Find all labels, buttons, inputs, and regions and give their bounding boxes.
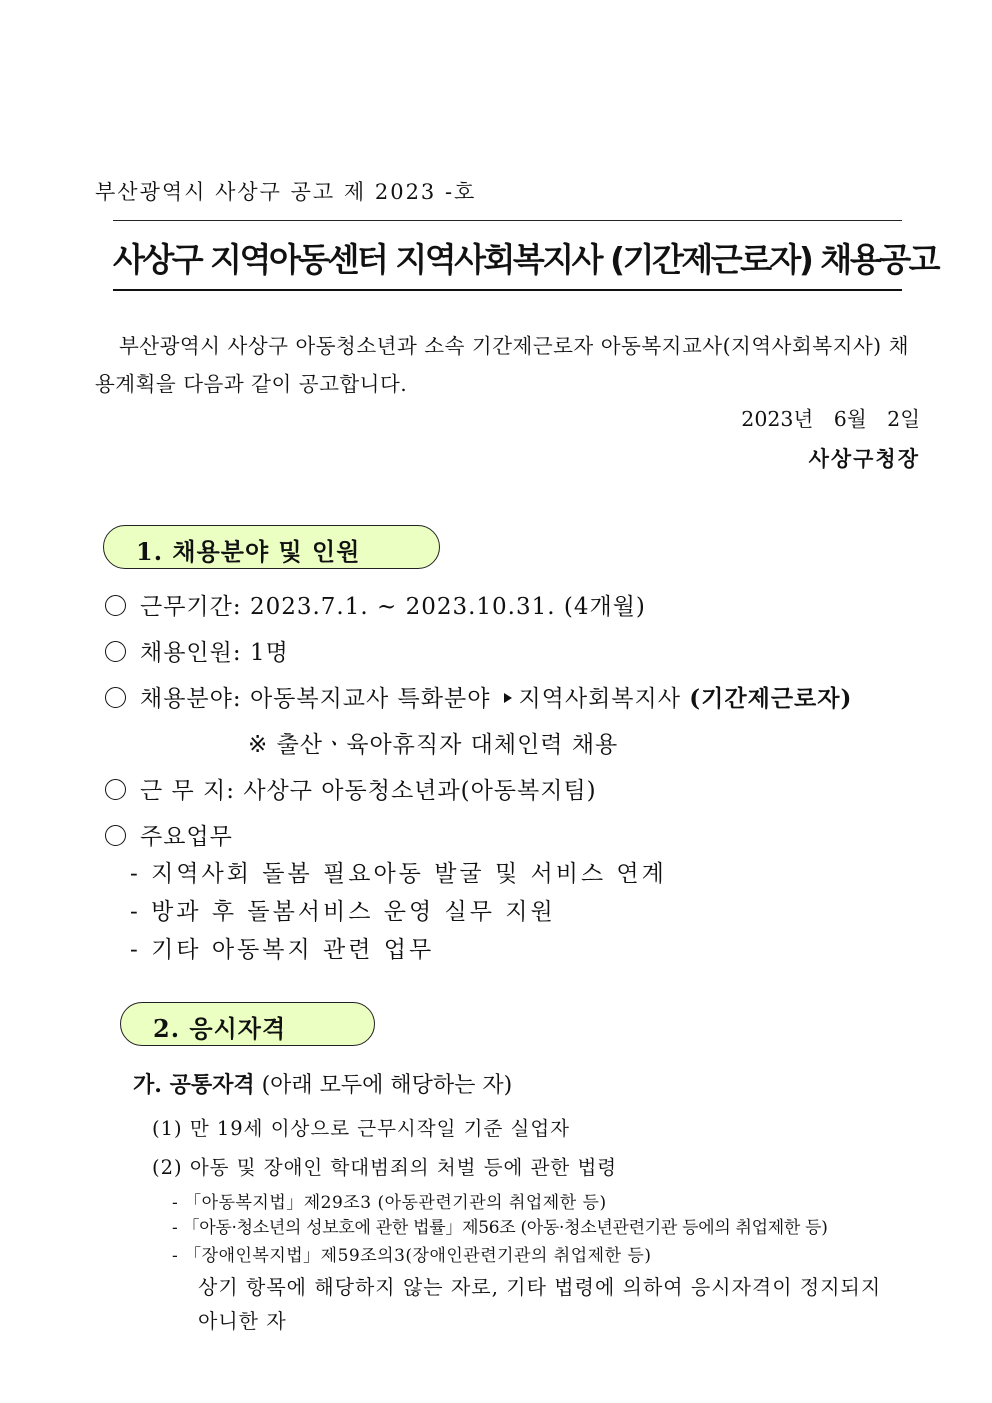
workplace-item: 근 무 지: 사상구 아동청소년과(아동복지팀) [105,772,597,805]
duty-line: - 지역사회 돌봄 필요아동 발굴 및 서비스 연계 [130,861,667,887]
circle-bullet-icon [105,641,126,662]
period-item: 근무기간: 2023.7.1. ~ 2023.10.31. (4개월) [105,588,646,621]
title-bottom-rule [113,289,902,291]
section-1-heading: 1. 채용분야 및 인원 [136,537,361,566]
section-1-heading-box [103,525,440,569]
law-line: - 「아동복지법」제29조3 (아동관련기관의 취업제한 등) [172,1193,607,1213]
qualification-item-2: (2) 아동 및 장애인 학대범죄의 처벌 등에 관한 법령 [152,1156,618,1179]
triangle-arrow-icon [504,693,512,703]
duty-line: - 방과 후 돌봄서비스 운영 실무 지원 [130,899,556,925]
duty-line: - 기타 아동복지 관련 업무 [130,937,435,963]
notice-number: 부산광역시 사상구 공고 제 2023 -호 [95,180,477,204]
common-qualification-heading: 가. 공통자격 (아래 모두에 해당하는 자) [133,1072,513,1098]
circle-bullet-icon [105,779,126,800]
circle-bullet-icon [105,595,126,616]
qualification-tail-line: 상기 항목에 해당하지 않는 자로, 기타 법령에 의하여 응시자격이 정지되지 [198,1275,882,1299]
section-2-heading-box [120,1002,375,1046]
duties-item: 주요업무 [105,818,233,851]
section-2-heading: 2. 응시자격 [153,1014,287,1043]
circle-bullet-icon [105,825,126,846]
circle-bullet-icon [105,687,126,708]
headcount-item: 채용인원: 1명 [105,634,289,667]
replacement-note: ※ 출산ㆍ육아휴직자 대체인력 채용 [248,732,619,758]
intro-paragraph: 부산광역시 사상구 아동청소년과 소속 기간제근로자 아동복지교사(지역사회복지사) 채용계획을 다음과 같이 공고합니다. [95,334,909,396]
title-top-rule [113,220,902,221]
qualification-tail-line: 아니한 자 [198,1309,287,1333]
law-line: - 「아동·청소년의 성보호에 관한 법률」제56조 (아동·청소년관련기관 등에의 취업제한 등) [172,1218,828,1238]
document-title: 사상구 지역아동센터 지역사회복지사 (기간제근로자) 채용공고 [113,240,938,279]
law-line: - 「장애인복지법」제59조의3(장애인관련기관의 취업제한 등) [172,1246,652,1266]
field-item: 채용분야: 아동복지교사 특화분야 지역사회복지사 (기간제근로자) [105,680,852,713]
qualification-item-1: (1) 만 19세 이상으로 근무시작일 기준 실업자 [152,1117,571,1140]
announcement-date: 2023년 6월 2일 [741,407,920,431]
signer: 사상구청장 [808,446,920,471]
